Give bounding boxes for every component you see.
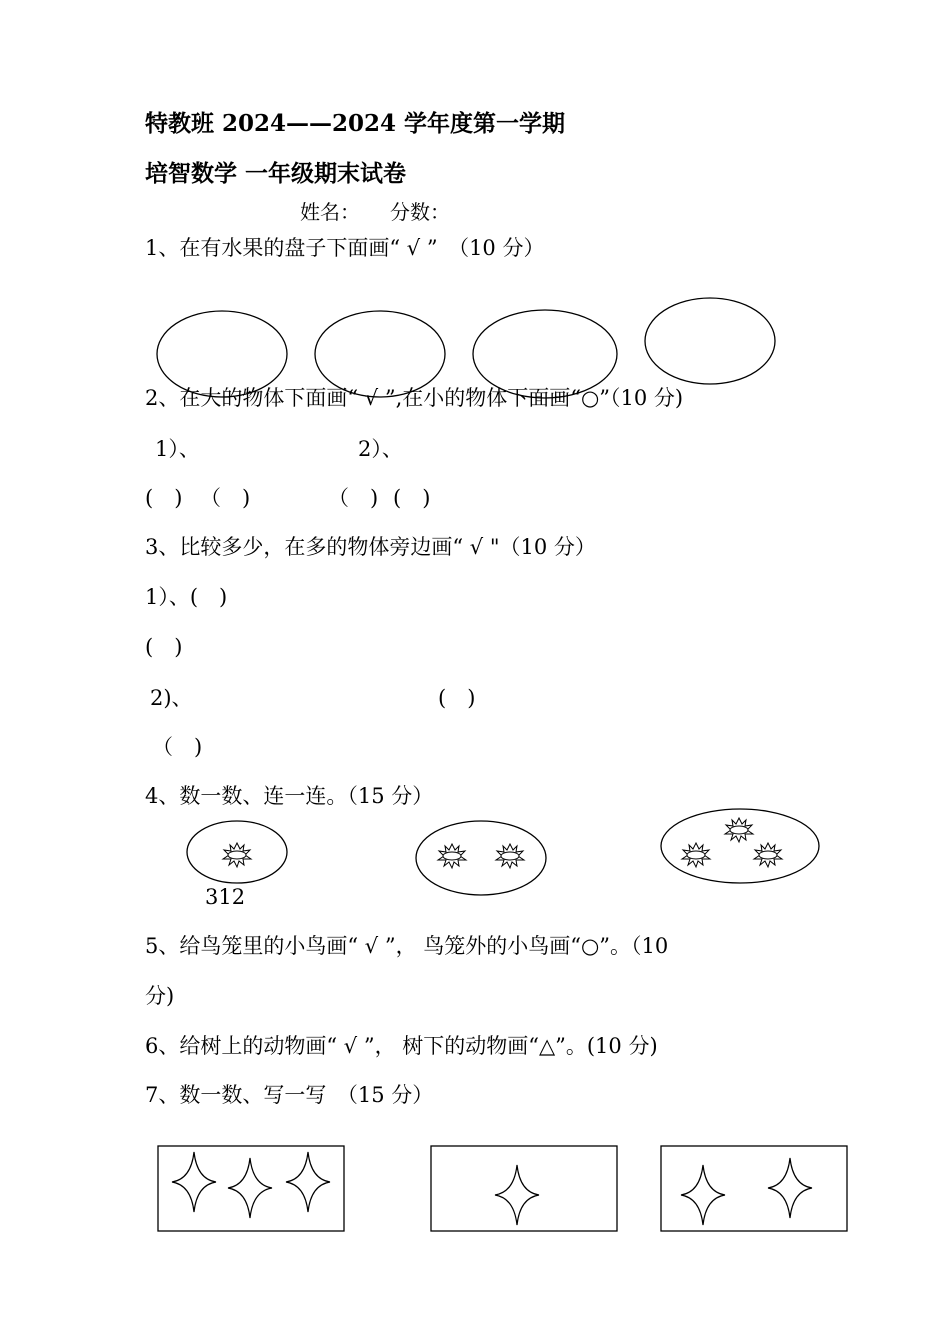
count-box: [661, 1146, 847, 1231]
question-3: 3、比较多少，在多的物体旁边画“ √ "（10 分）: [145, 535, 596, 559]
sun-icon: [682, 843, 710, 867]
question-3-sub-2: 2)、: [150, 686, 193, 710]
answer-bracket: （ ): [200, 486, 251, 510]
answer-bracket: ( ): [145, 486, 183, 510]
answer-bracket: ( ): [393, 486, 431, 510]
sun-icon: [496, 844, 524, 868]
question-5: 5、给鸟笼里的小鸟画“ √ ”， 鸟笼外的小鸟画“○”。（10: [145, 934, 669, 958]
answer-bracket: （ ): [152, 735, 203, 759]
plate-icon: [416, 821, 546, 895]
plate-icon: [315, 311, 445, 397]
question-2-sub-1: 1）、: [155, 437, 200, 461]
question-1: 1、在有水果的盘子下面画“ √ ” （10 分）: [145, 236, 545, 260]
question-3-sub-1: 1）、( ): [145, 585, 228, 609]
star-icon: [228, 1158, 272, 1218]
question-2: 2、在大的物体下面画“ √ ”,在小的物体下面画“○”（10 分): [145, 386, 684, 410]
answer-bracket: ( ): [145, 635, 183, 659]
plate-icon: [157, 311, 287, 397]
answer-bracket: ( ): [438, 686, 476, 710]
question-5-continued: 分): [145, 984, 175, 1008]
sun-icon: [223, 843, 251, 867]
sun-icon: [438, 844, 466, 868]
plate-icon: [645, 298, 775, 384]
answer-bracket: （ ): [328, 486, 379, 510]
number-row: 312: [205, 885, 246, 909]
sun-icon: [725, 818, 753, 842]
question-7: 7、数一数、写一写 （15 分）: [145, 1083, 434, 1107]
name-label: 姓名：: [300, 200, 360, 224]
title-line-1: 特教班 2024——2024 学年度第一学期: [145, 110, 566, 137]
star-icon: [681, 1165, 725, 1225]
plate-icon: [473, 310, 617, 398]
star-icon: [286, 1152, 330, 1212]
question-6: 6、给树上的动物画“ √ ”， 树下的动物画“△”。(10 分): [145, 1034, 658, 1058]
star-icon: [495, 1165, 539, 1225]
sun-icon: [754, 843, 782, 867]
star-icon: [768, 1158, 812, 1218]
question-4: 4、数一数、连一连。（15 分）: [145, 784, 434, 808]
title-line-2: 培智数学 一年级期末试卷: [145, 160, 407, 187]
question-2-sub-2: 2）、: [358, 437, 403, 461]
star-icon: [172, 1152, 216, 1212]
score-label: 分数：: [390, 200, 450, 224]
